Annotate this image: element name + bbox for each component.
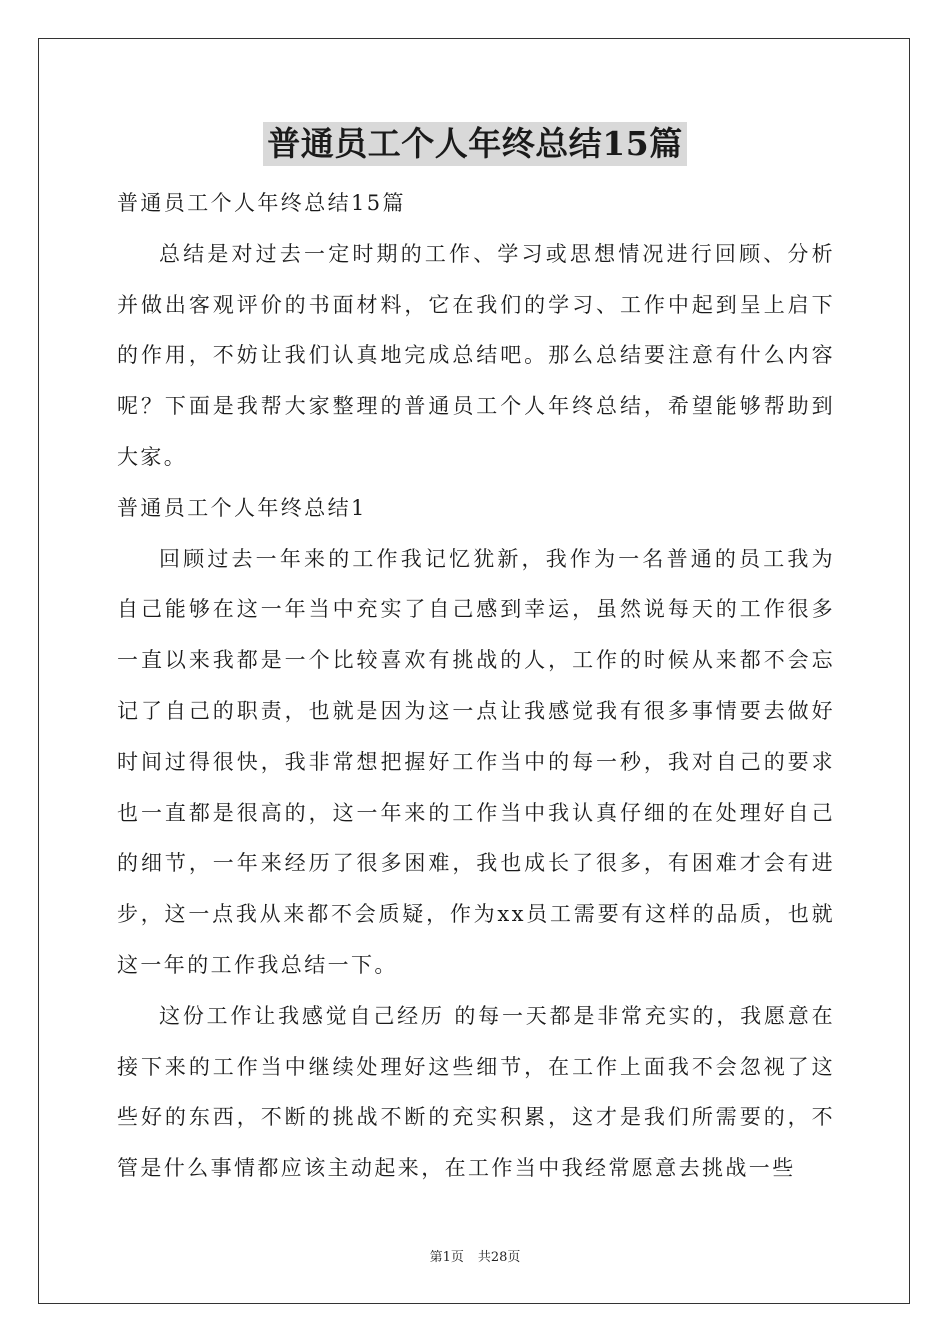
document-subtitle: 普通员工个人年终总结15篇 — [117, 191, 406, 215]
intro-paragraph: 总结是对过去一定时期的工作、学习或思想情况进行回顾、分析并做出客观评价的书面材料，它在我们的学习、工作中起到呈上启下的作用，不妨让我们认真地完成总结吧。那么总结要注意有什么内容呢？下面是我帮大家整理的普通员工个人年终总结，希望能够帮助到大家。 — [117, 241, 835, 469]
document-body — [117, 178, 835, 1194]
title-container — [0, 122, 950, 166]
section-paragraph-2: 这份工作让我感觉自己经历 的每一天都是非常充实的，我愿意在接下来的工作当中继续处理好这些细节，在工作上面我不会忽视了这些好的东西，不断的挑战不断的充实积累，这才是我们所需要的，不管是什么事情都应该主动起来，在工作当中我经常愿意去挑战一些 — [117, 1003, 835, 1181]
section-heading: 普通员工个人年终总结1 — [117, 495, 367, 520]
page-number: 第1页 — [429, 1250, 464, 1265]
page-total: 共28页 — [477, 1250, 521, 1265]
page-footer — [0, 1246, 950, 1265]
section-paragraph-1: 回顾过去一年来的工作我记忆犹新，我作为一名普通的员工我为自己能够在这一年当中充实了自己感到幸运，虽然说每天的工作很多一直以来我都是一个比较喜欢有挑战的人，工作的时候从来都不会忘记了自己的职责，也就是因为这一点让我感觉我有很多事情要去做好时间过得很快，我非常想把握好工作当中的每一秒，我对自己的要求也一直都是很高的，这一年来的工作当中我认真仔细的在处理好自己的细节，一年来经历了很多困难，我也成长了很多，有困难才会有进步，这一点我从来都不会质疑，作为xx员工需要有这样的品质，也就这一年的工作我总结一下。 — [117, 546, 835, 977]
document-title: 普通员工个人年终总结15篇 — [263, 122, 686, 166]
